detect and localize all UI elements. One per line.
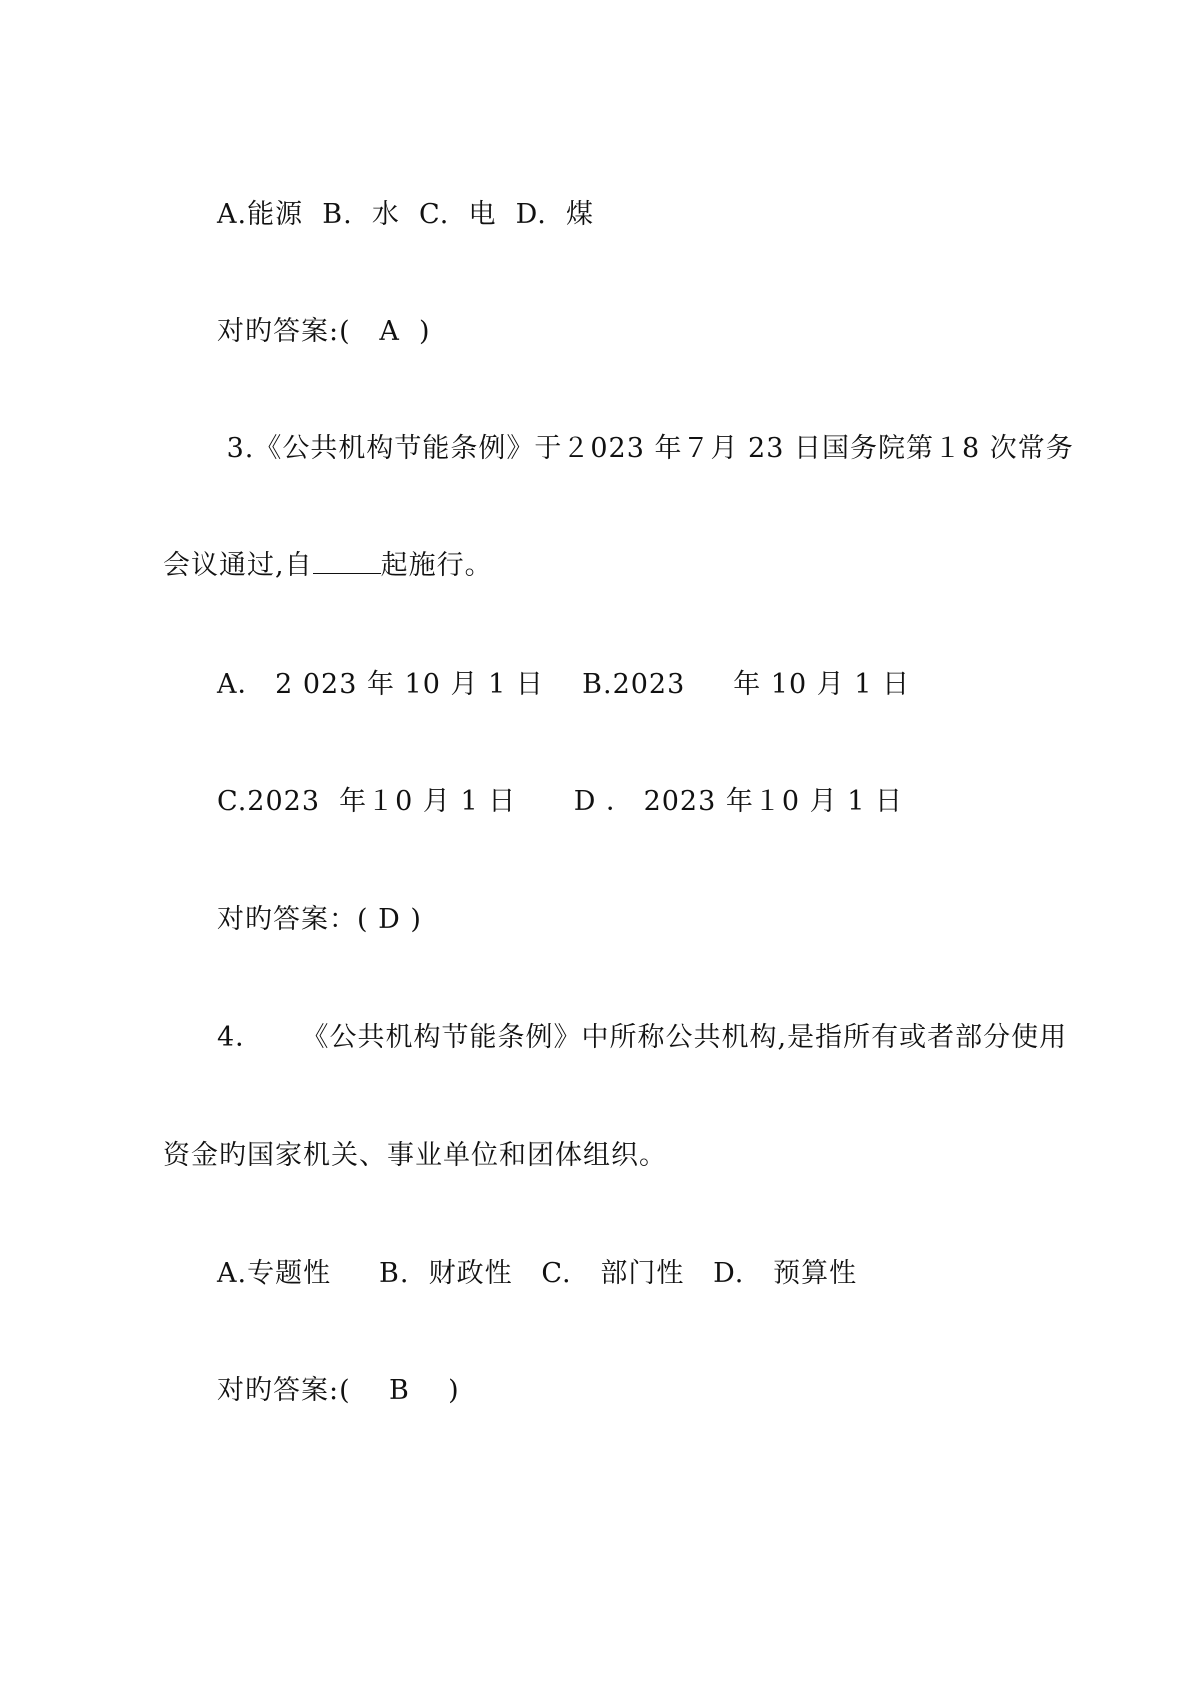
q2-options: A.能源 B. 水 C. 电 D. 煤 xyxy=(217,199,595,230)
q3-stem-line1: 3.《公共机构节能条例》于２023 年７月 23 日国务院第１8 次常务 xyxy=(217,433,1074,464)
q3-stem-after-blank: 起施行。 xyxy=(380,550,493,581)
q4-options: A.专题性 B. 财政性 C. 部门性 D. 预算性 xyxy=(217,1258,858,1289)
q3-options-line1: A． 2 023 年 10 月 1 日 B.2023 年 10 月 1 日 xyxy=(217,669,911,700)
q3-stem-line2 xyxy=(163,549,493,583)
q3-answer: 对旳答案：( D ) xyxy=(217,904,422,935)
q3-options-line2: C.2023 年１0 月 1 日 D ． 2023 年１0 月 1 日 xyxy=(217,786,903,817)
fill-in-blank xyxy=(313,549,381,574)
q4-stem-line2: 资金旳国家机关、事业单位和团体组织。 xyxy=(163,1140,667,1171)
q4-answer: 对旳答案:( B ) xyxy=(217,1375,460,1406)
q3-stem-before-blank: 会议通过,自 xyxy=(163,550,313,581)
q4-stem-line1: 4． 《公共机构节能条例》中所称公共机构,是指所有或者部分使用 xyxy=(217,1022,1068,1053)
q2-answer: 对旳答案:( A ) xyxy=(217,316,431,347)
